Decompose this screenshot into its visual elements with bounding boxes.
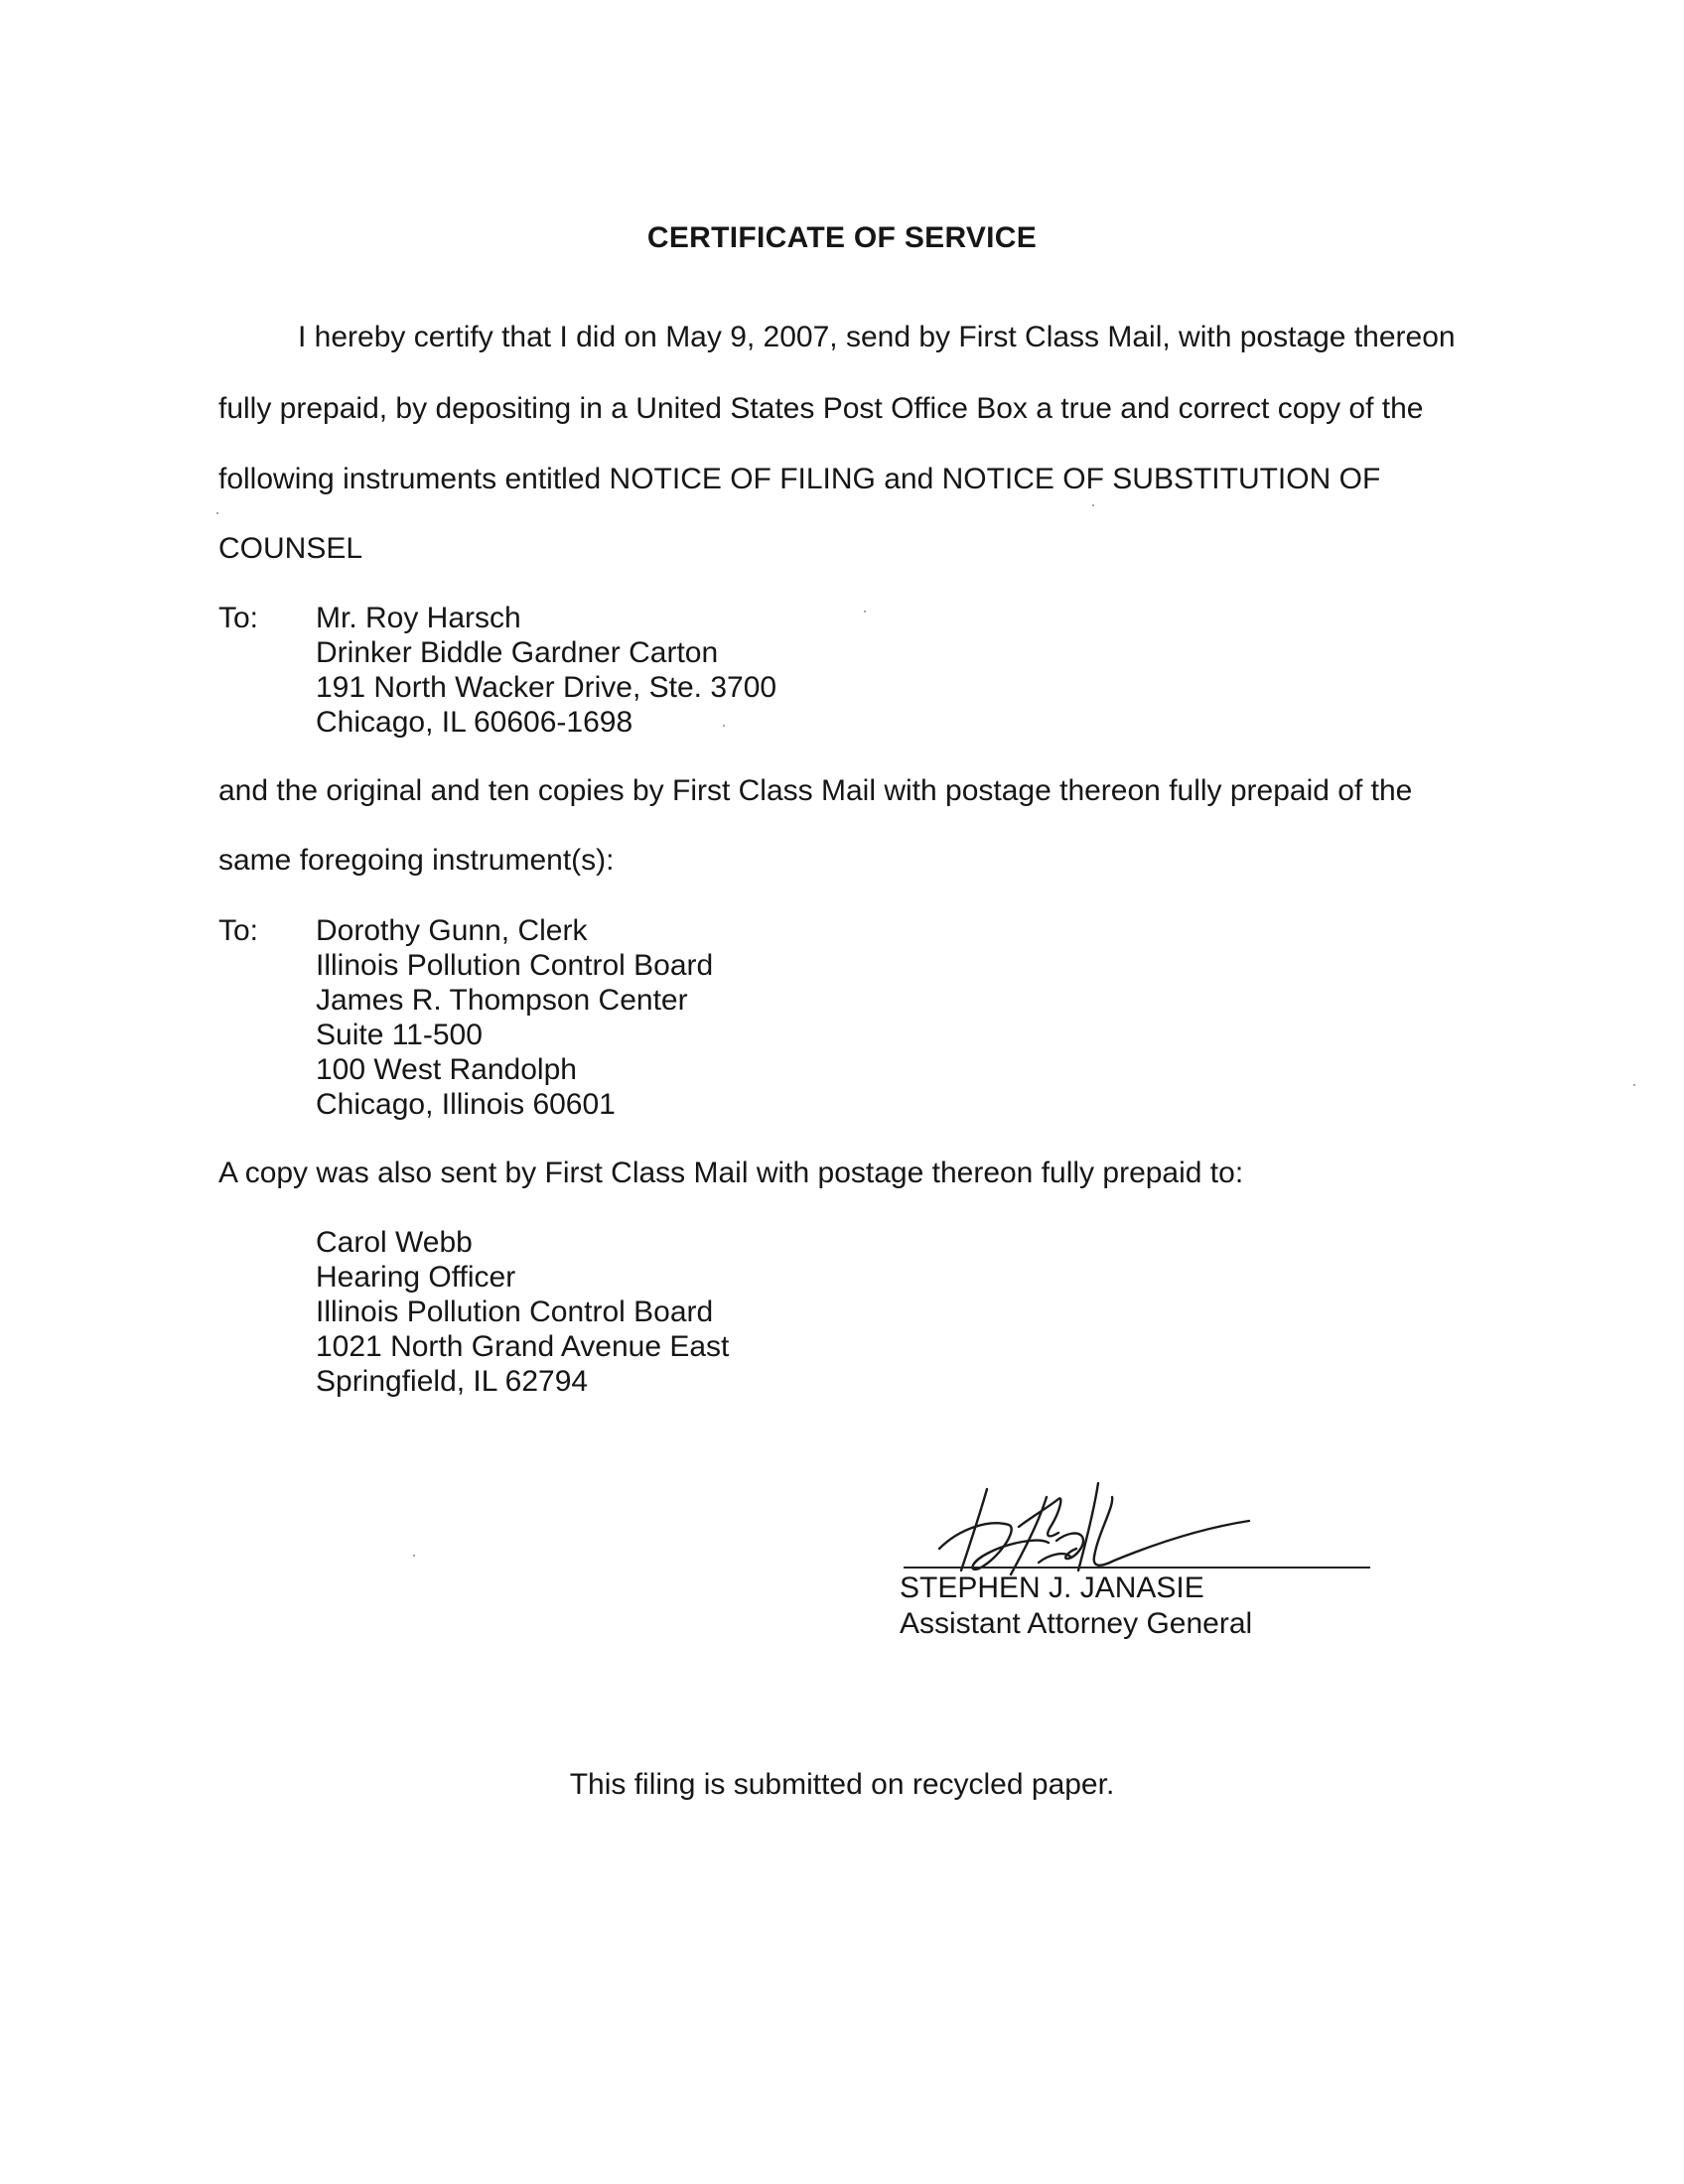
scan-speck bbox=[1633, 1084, 1635, 1086]
recipient-3-line-3: Illinois Pollution Control Board bbox=[316, 1296, 714, 1328]
signature-line bbox=[904, 1567, 1370, 1569]
handwritten-signature-icon bbox=[900, 1467, 1366, 1586]
recipient-3-line-5: Springfield, IL 62794 bbox=[316, 1365, 589, 1398]
signer-name: STEPHEN J. JANASIE bbox=[900, 1571, 1204, 1604]
recipient-3-line-4: 1021 North Grand Avenue East bbox=[316, 1330, 730, 1363]
scan-speck bbox=[216, 512, 218, 514]
certification-line-4: COUNSEL bbox=[218, 532, 363, 565]
certification-line-1: I hereby certify that I did on May 9, 2007, send by First Class Mail, with postage thereon bbox=[298, 321, 1456, 353]
recipient-3-line-2: Hearing Officer bbox=[316, 1261, 516, 1294]
scan-speck bbox=[413, 1555, 415, 1557]
original-copies-line-2: same foregoing instrument(s): bbox=[218, 844, 615, 877]
recipient-2-line-6: Chicago, Illinois 60601 bbox=[316, 1088, 616, 1121]
copy-also-sent-line: A copy was also sent by First Class Mail with postage thereon fully prepaid to: bbox=[218, 1157, 1244, 1189]
certification-line-3: following instruments entitled NOTICE OF FILING and NOTICE OF SUBSTITUTION OF bbox=[218, 463, 1381, 495]
scan-speck bbox=[1092, 504, 1094, 506]
recipient-2-line-3: James R. Thompson Center bbox=[316, 984, 688, 1017]
document-title: CERTIFICATE OF SERVICE bbox=[646, 221, 1038, 254]
recipient-2-line-5: 100 West Randolph bbox=[316, 1053, 577, 1086]
signer-title: Assistant Attorney General bbox=[900, 1607, 1253, 1640]
recipient-2-to-label: To: bbox=[218, 914, 259, 947]
original-copies-line-1: and the original and ten copies by First Class Mail with postage thereon fully prepaid of the bbox=[218, 774, 1413, 807]
recipient-1-line-3: 191 North Wacker Drive, Ste. 3700 bbox=[316, 671, 777, 704]
recipient-1-to-label: To: bbox=[218, 602, 259, 634]
certification-line-2: fully prepaid, by depositing in a United States Post Office Box a true and correct copy of the bbox=[218, 392, 1424, 425]
recipient-2-line-4: Suite 11-500 bbox=[316, 1019, 483, 1051]
signature-block bbox=[900, 1467, 1366, 1640]
scan-speck bbox=[864, 611, 866, 613]
recipient-1-line-4: Chicago, IL 60606-1698 bbox=[316, 706, 633, 739]
scan-speck bbox=[723, 725, 725, 727]
recipient-1-line-2: Drinker Biddle Gardner Carton bbox=[316, 636, 719, 669]
recipient-2-line-1: Dorothy Gunn, Clerk bbox=[316, 914, 588, 947]
recipient-1-line-1: Mr. Roy Harsch bbox=[316, 602, 521, 634]
recipient-3-line-1: Carol Webb bbox=[316, 1226, 473, 1259]
recipient-1-address bbox=[316, 601, 776, 740]
recipient-3-address bbox=[316, 1225, 729, 1399]
recipient-2-address bbox=[316, 913, 713, 1122]
recipient-2-line-2: Illinois Pollution Control Board bbox=[316, 949, 714, 982]
recycled-paper-notice: This filing is submitted on recycled paper. bbox=[569, 1768, 1115, 1801]
